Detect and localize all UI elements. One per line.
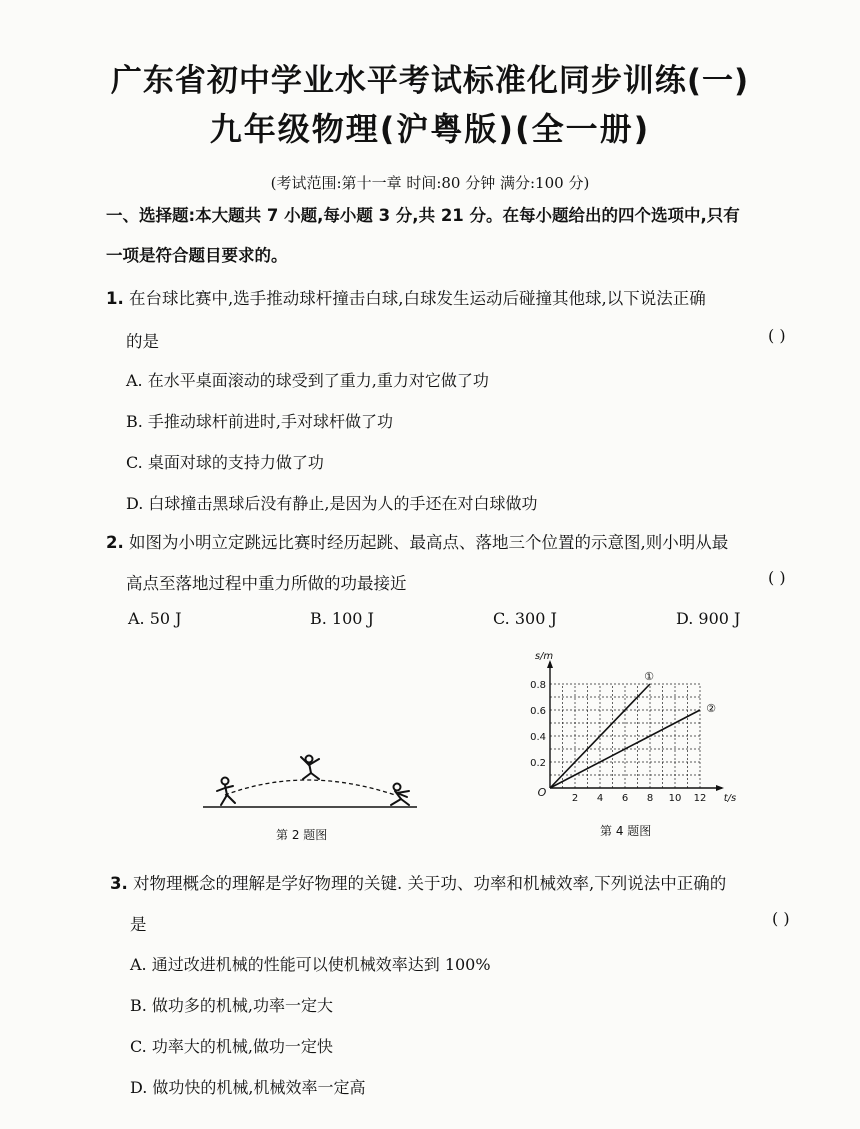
exam-title: 广东省初中学业水平考试标准化同步训练(一) [110,63,750,99]
figure-4-caption: 第 4 题图 [600,824,652,838]
answer-blank: ( ) [772,909,790,928]
chart-axes [547,660,724,791]
question-2-line2: 高点至落地过程中重力所做的功最接近 [126,574,407,593]
x-tick-label: 4 [596,793,604,804]
x-tick-label: 12 [693,793,707,804]
q2-option-a: A. 50 J [128,609,182,628]
chart-labels [530,651,736,804]
section-heading-line2: 一项是符合题目要求的。 [106,246,288,265]
jumper-apex [301,756,319,780]
x-tick-label: 6 [621,793,629,804]
jump-trajectory [225,780,395,795]
y-tick-label: 0.2 [530,758,546,769]
answer-blank: ( ) [768,568,786,587]
q3-option-d: D. 做功快的机械,机械效率一定高 [130,1078,366,1097]
q1-option-b: B. 手推动球杆前进时,手对球杆做了功 [126,412,394,431]
answer-blank: ( ) [768,326,786,345]
question-2-line1 [106,529,728,553]
x-tick-label: 2 [571,793,579,804]
q1-option-a: A. 在水平桌面滚动的球受到了重力,重力对它做了功 [126,371,489,390]
y-tick-label: 0.8 [530,680,546,691]
figure-2-caption: 第 2 题图 [276,828,328,842]
question-number: 1. [106,289,124,308]
q3-option-c: C. 功率大的机械,做功一定快 [130,1037,333,1056]
question-1-line1 [106,285,706,309]
question-text: 如图为小明立定跳远比赛时经历起跳、最高点、落地三个位置的示意图,则小明从最 [129,533,729,552]
question-text: 对物理概念的理解是学好物理的关键. 关于功、功率和机械效率,下列说法中正确的 [133,874,727,893]
jumper-takeoff [217,778,235,806]
x-axis-label: t/s [723,793,737,804]
exam-subtitle: 九年级物理(沪粤版)(全一册) [209,110,651,148]
q2-option-c: C. 300 J [493,609,557,628]
long-jump-figure [195,745,425,815]
y-tick-label: 0.6 [530,706,546,717]
q1-option-c: C. 桌面对球的支持力做了功 [126,453,324,472]
x-axis-arrow [716,785,724,791]
series-line-2 [550,710,700,788]
question-3-line2: 是 [130,915,147,934]
question-number: 2. [106,533,124,552]
q2-option-b: B. 100 J [310,609,374,628]
question-1-line2: 的是 [126,332,159,351]
q3-option-a: A. 通过改进机械的性能可以使机械效率达到 100% [130,955,491,974]
x-tick-label: 8 [646,793,654,804]
chart-grid [550,684,700,788]
y-axis-label: s/m [534,651,554,662]
series-label-2: ② [706,702,716,715]
origin-label: O [537,786,547,799]
y-tick-label: 0.4 [530,732,546,743]
exam-info: (考试范围:第十一章 时间:80 分钟 满分:100 分) [270,174,590,192]
q2-option-d: D. 900 J [676,609,741,628]
q3-option-b: B. 做功多的机械,功率一定大 [130,996,334,1015]
series-label-1: ① [644,670,654,683]
figure-4-chart [515,640,740,810]
x-tick-label: 10 [668,793,682,804]
question-number: 3. [110,874,128,893]
question-3-line1 [110,870,726,894]
section-heading-line1: 一、选择题:本大题共 7 小题,每小题 3 分,共 21 分。在每小题给出的四个选项中,只有 [106,206,740,225]
question-text: 在台球比赛中,选手推动球杆撞击白球,白球发生运动后碰撞其他球,以下说法正确 [129,289,706,308]
q1-option-d: D. 白球撞击黑球后没有静止,是因为人的手还在对白球做功 [126,494,538,513]
